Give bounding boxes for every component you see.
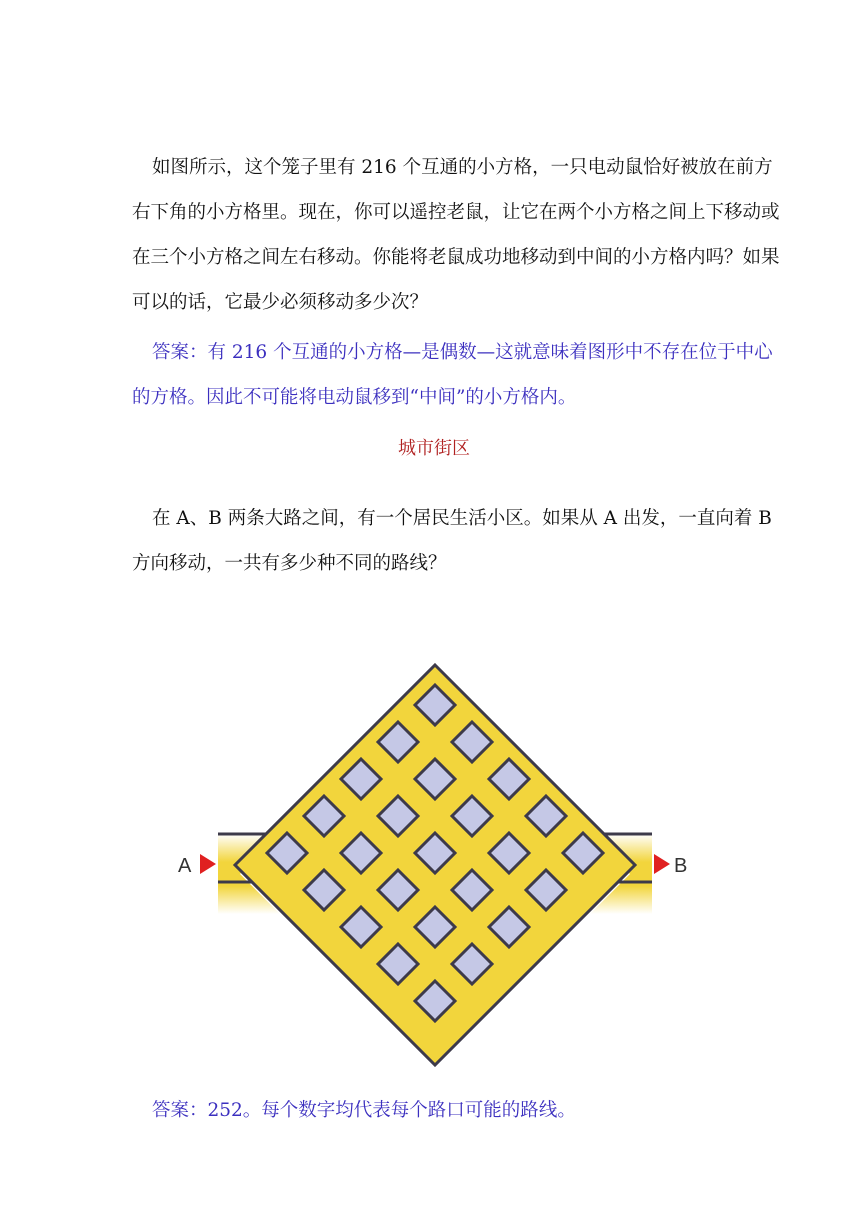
- puzzle2-line: 在 A、B 两条大路之间，有一个居民生活小区。如果从 A 出发，一直向着 B: [152, 508, 772, 529]
- arrow-a-icon: [200, 854, 216, 874]
- puzzle1-text: [132, 145, 780, 325]
- puzzle2-line: 方向移动，一共有多少种不同的路线？: [132, 553, 447, 574]
- answer1-text: [132, 330, 773, 420]
- puzzle1-line: 在三个小方格之间左右移动。你能将老鼠成功地移动到中间的小方格内吗？如果: [132, 247, 780, 268]
- city-block-diagram: [170, 660, 700, 1070]
- section-title: 城市街区: [398, 438, 470, 459]
- arrow-b-icon: [654, 854, 670, 874]
- puzzle1-line: 可以的话，它最少必须移动多少次？: [132, 292, 429, 313]
- answer1-line: 的方格。因此不可能将电动鼠移到“中间”的小方格内。: [132, 387, 577, 408]
- label-b: B: [674, 855, 688, 877]
- puzzle2-text: [132, 496, 772, 586]
- label-a: A: [178, 855, 192, 877]
- puzzle1-line: 右下角的小方格里。现在，你可以遥控老鼠，让它在两个小方格之间上下移动或: [132, 202, 780, 223]
- answer2-text: [132, 1088, 742, 1133]
- answer1-line: 答案：有 216 个互通的小方格—是偶数—这就意味着图形中不存在位于中心: [152, 342, 773, 363]
- puzzle1-line: 如图所示，这个笼子里有 216 个互通的小方格，一只电动鼠恰好被放在前方: [152, 157, 773, 178]
- answer2-line: 答案：252。每个数字均代表每个路口可能的路线。: [152, 1100, 576, 1121]
